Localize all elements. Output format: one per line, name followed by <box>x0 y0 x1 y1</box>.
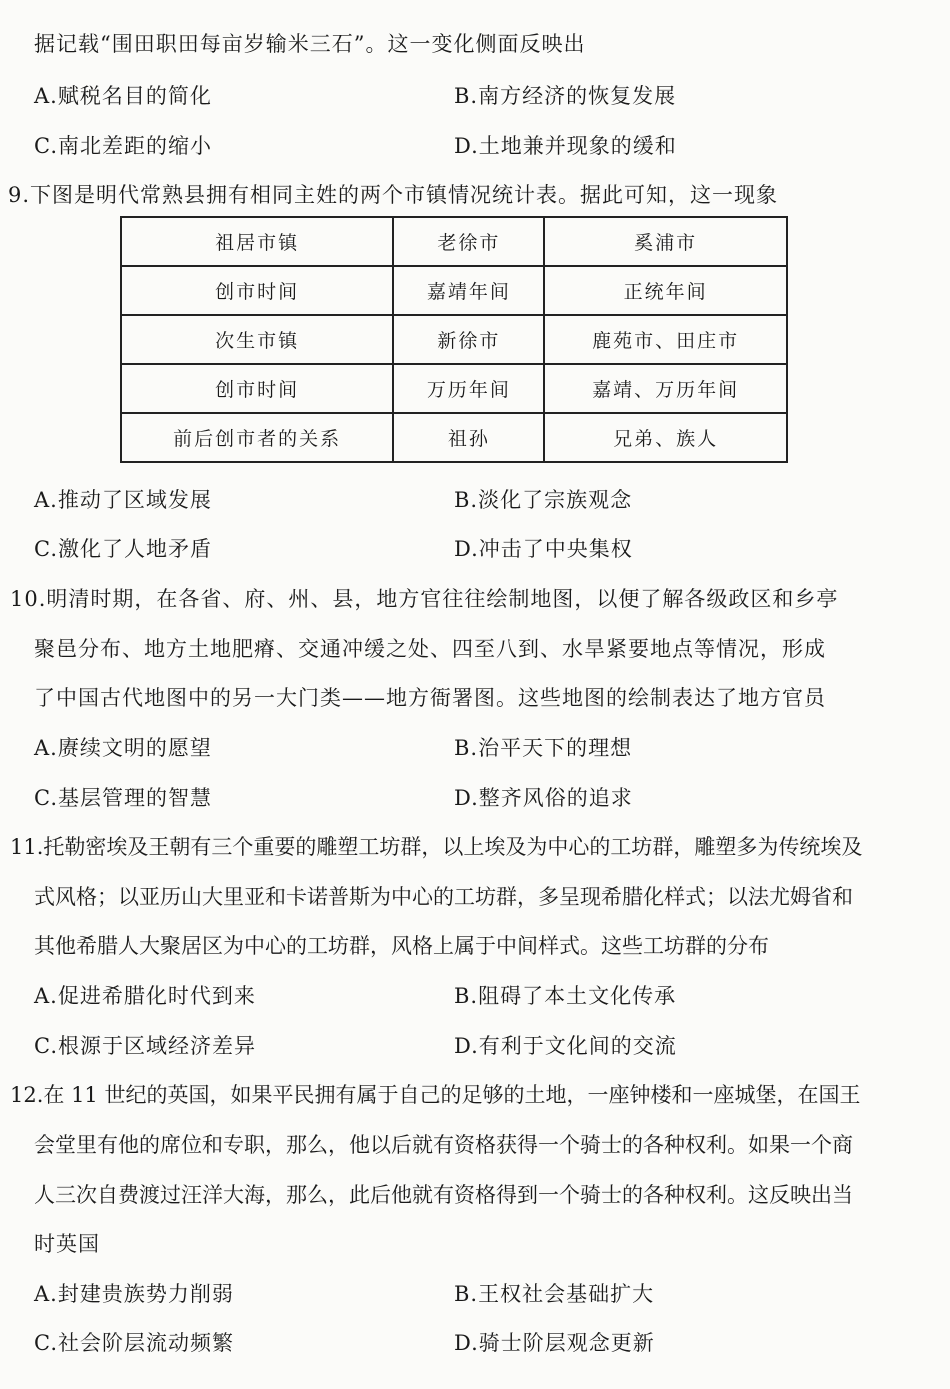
q11-option-b: B.阻碍了本土文化传承 <box>454 984 677 1008</box>
q10-stem-line-3: 了中国古代地图中的另一大门类——地方衙署图。这些地图的绘制表达了地方官员 <box>34 686 826 710</box>
q11-option-d: D.有利于文化间的交流 <box>454 1034 677 1058</box>
q9-option-a: A.推动了区域发展 <box>34 488 212 512</box>
table-cell: 兄弟、族人 <box>544 413 787 462</box>
q9-stem: 9.下图是明代常熟县拥有相同主姓的两个市镇情况统计表。据此可知，这一现象 <box>8 183 779 207</box>
market-town-table <box>120 216 788 463</box>
q10-option-c: C.基层管理的智慧 <box>34 786 212 810</box>
table-cell: 前后创市者的关系 <box>121 413 393 462</box>
q12-stem-line-1: 12.在 11 世纪的英国，如果平民拥有属于自己的足够的土地，一座钟楼和一座城堡，在国王 <box>10 1083 861 1107</box>
q10-stem-line-1: 10.明清时期，在各省、府、州、县，地方官往往绘制地图，以便了解各级政区和乡亭 <box>10 587 839 611</box>
table-cell: 正统年间 <box>544 266 787 315</box>
q8-option-d: D.土地兼并现象的缓和 <box>454 134 677 158</box>
table-row <box>121 364 787 413</box>
q12-stem-line-4: 时英国 <box>34 1232 100 1256</box>
q12-option-d: D.骑士阶层观念更新 <box>454 1331 655 1355</box>
q10-stem-line-2: 聚邑分布、地方土地肥瘠、交通冲缓之处、四至八到、水旱紧要地点等情况，形成 <box>34 637 826 661</box>
q12-option-b: B.王权社会基础扩大 <box>454 1282 655 1306</box>
q12-option-c: C.社会阶层流动频繁 <box>34 1331 234 1355</box>
q12-stem-line-3: 人三次自费渡过汪洋大海，那么，此后他就有资格得到一个骑士的各种权利。这反映出当 <box>34 1183 853 1207</box>
table-row <box>121 315 787 364</box>
table-row <box>121 266 787 315</box>
q11-stem-line-2: 式风格；以亚历山大里亚和卡诺普斯为中心的工坊群，多呈现希腊化样式；以法尤姆省和 <box>34 885 853 909</box>
table-row <box>121 413 787 462</box>
q9-option-b: B.淡化了宗族观念 <box>454 488 633 512</box>
table-cell: 次生市镇 <box>121 315 393 364</box>
table-cell: 老徐市 <box>393 217 544 266</box>
q11-stem-line-1: 11.托勒密埃及王朝有三个重要的雕塑工坊群，以上埃及为中心的工坊群，雕塑多为传统埃及 <box>10 835 863 859</box>
table-cell: 祖孙 <box>393 413 544 462</box>
table-cell: 嘉靖年间 <box>393 266 544 315</box>
table-cell: 创市时间 <box>121 364 393 413</box>
q12-stem-line-2: 会堂里有他的席位和专职，那么，他以后就有资格获得一个骑士的各种权利。如果一个商 <box>34 1133 853 1157</box>
table-cell: 新徐市 <box>393 315 544 364</box>
q9-option-c: C.激化了人地矛盾 <box>34 537 212 561</box>
q10-option-a: A.赓续文明的愿望 <box>34 736 212 760</box>
q11-stem-line-3: 其他希腊人大聚居区为中心的工坊群，风格上属于中间样式。这些工坊群的分布 <box>34 934 769 958</box>
q8-option-b: B.南方经济的恢复发展 <box>454 84 677 108</box>
q8-option-c: C.南北差距的缩小 <box>34 134 212 158</box>
table-cell: 祖居市镇 <box>121 217 393 266</box>
table-cell: 嘉靖、万历年间 <box>544 364 787 413</box>
q10-option-b: B.治平天下的理想 <box>454 736 633 760</box>
q8-stem-tail: 据记载“围田职田每亩岁输米三石”。这一变化侧面反映出 <box>34 32 586 56</box>
table-cell: 创市时间 <box>121 266 393 315</box>
table-row <box>121 217 787 266</box>
q11-option-c: C.根源于区域经济差异 <box>34 1034 256 1058</box>
q8-option-a: A.赋税名目的简化 <box>34 84 212 108</box>
q11-option-a: A.促进希腊化时代到来 <box>34 984 256 1008</box>
table-cell: 奚浦市 <box>544 217 787 266</box>
q9-option-d: D.冲击了中央集权 <box>454 537 633 561</box>
q12-option-a: A.封建贵族势力削弱 <box>34 1282 234 1306</box>
table-cell: 鹿苑市、田庄市 <box>544 315 787 364</box>
q10-option-d: D.整齐风俗的追求 <box>454 786 633 810</box>
table-cell: 万历年间 <box>393 364 544 413</box>
